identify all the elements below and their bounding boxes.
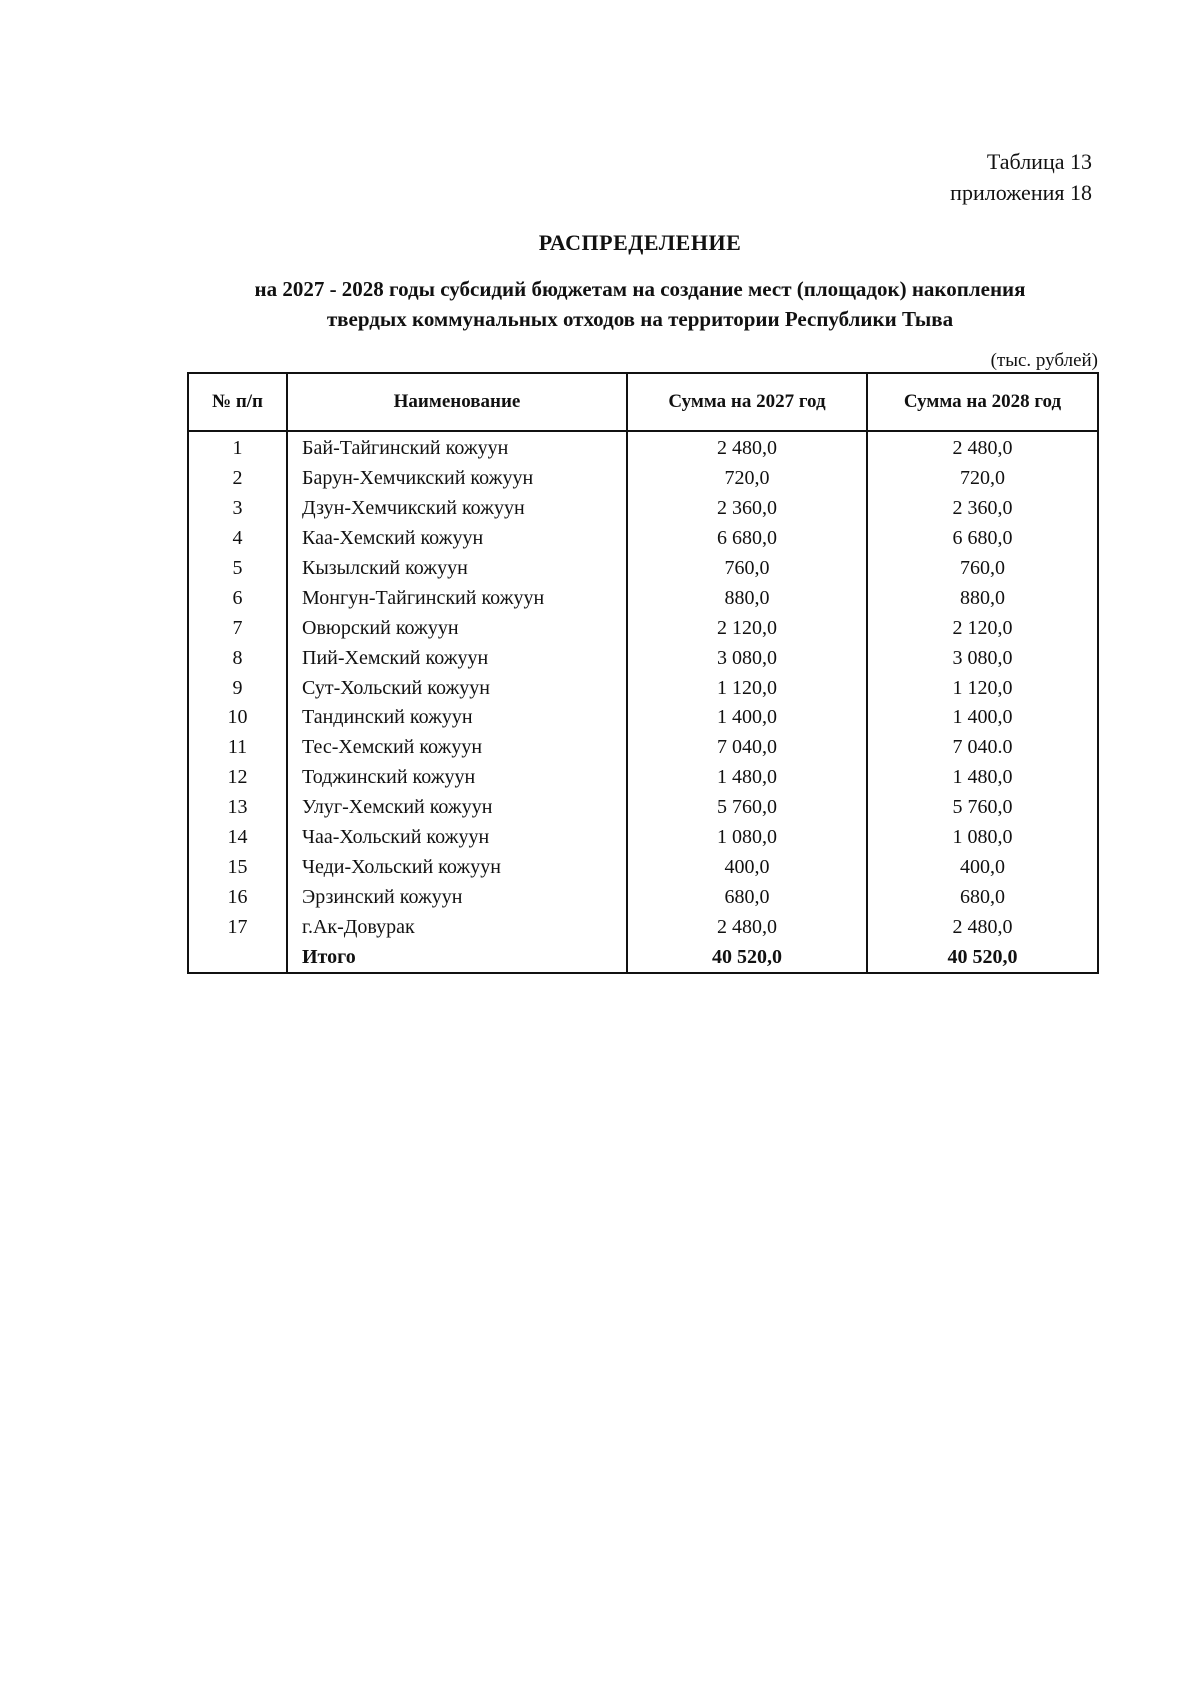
- table-number: Таблица 13: [986, 149, 1092, 174]
- table-row: [188, 733, 1098, 763]
- table-row: [188, 912, 1098, 942]
- column-header-name: Наименование: [287, 373, 627, 431]
- row-amount-2027-cell: 1 120,0: [627, 673, 867, 703]
- row-name-cell: Улуг-Хемский кожуун: [287, 793, 627, 823]
- row-amount-2027-cell: 2 360,0: [627, 494, 867, 524]
- row-amount-2027-cell: 760,0: [627, 554, 867, 584]
- column-header-2028: Сумма на 2028 год: [867, 373, 1098, 431]
- row-amount-2027-cell: 680,0: [627, 882, 867, 912]
- table-row: [188, 823, 1098, 853]
- subtitle-line-1: на 2027 - 2028 годы субсидий бюджетам на создание мест (площадок) накопления: [254, 277, 1026, 301]
- row-name-cell: Дзун-Хемчикский кожуун: [287, 494, 627, 524]
- row-amount-2028-cell: 1 400,0: [867, 703, 1098, 733]
- row-name-cell: Барун-Хемчикский кожуун: [287, 464, 627, 494]
- row-amount-2027-cell: 6 680,0: [627, 524, 867, 554]
- row-amount-2028-cell: 3 080,0: [867, 643, 1098, 673]
- row-number-cell: 13: [188, 793, 287, 823]
- row-amount-2027-cell: 2 480,0: [627, 431, 867, 464]
- document-subtitle: [180, 274, 1100, 334]
- table-row: [188, 793, 1098, 823]
- table-row: [188, 464, 1098, 494]
- table-row: [188, 494, 1098, 524]
- row-name-cell: Кызылский кожуун: [287, 554, 627, 584]
- row-amount-2028-cell: 6 680,0: [867, 524, 1098, 554]
- row-number-cell: 5: [188, 554, 287, 584]
- row-amount-2027-cell: 1 480,0: [627, 763, 867, 793]
- row-number-cell: 2: [188, 464, 287, 494]
- row-name-cell: Тоджинский кожуун: [287, 763, 627, 793]
- row-amount-2028-cell: 680,0: [867, 882, 1098, 912]
- row-amount-2028-cell: 760,0: [867, 554, 1098, 584]
- row-name-cell: Монгун-Тайгинский кожуун: [287, 583, 627, 613]
- table-row: [188, 583, 1098, 613]
- row-amount-2028-cell: 2 480,0: [867, 912, 1098, 942]
- table-header-row: [188, 373, 1098, 431]
- row-name-cell: Каа-Хемский кожуун: [287, 524, 627, 554]
- row-number-cell: 14: [188, 823, 287, 853]
- row-name-cell: Тандинский кожуун: [287, 703, 627, 733]
- row-amount-2027-cell: 720,0: [627, 464, 867, 494]
- row-number-cell: 12: [188, 763, 287, 793]
- row-number-cell: 17: [188, 912, 287, 942]
- row-amount-2028-cell: 720,0: [867, 464, 1098, 494]
- row-amount-2028-cell: 2 360,0: [867, 494, 1098, 524]
- subtitle-line-2: твердых коммунальных отходов на территории Республики Тыва: [326, 307, 954, 331]
- table-row: [188, 852, 1098, 882]
- row-number-cell: 7: [188, 613, 287, 643]
- row-name-cell: Эрзинский кожуун: [287, 882, 627, 912]
- table-total-row: [188, 942, 1098, 973]
- row-name-cell: Чаа-Хольский кожуун: [287, 823, 627, 853]
- row-number-cell: 10: [188, 703, 287, 733]
- row-name-cell: Чеди-Хольский кожуун: [287, 852, 627, 882]
- appendix-number: приложения 18: [950, 180, 1092, 205]
- table-row: [188, 763, 1098, 793]
- table-row: [188, 554, 1098, 584]
- row-amount-2027-cell: 400,0: [627, 852, 867, 882]
- column-header-number: № п/п: [188, 373, 287, 431]
- row-amount-2028-cell: 2 480,0: [867, 431, 1098, 464]
- table-row: [188, 703, 1098, 733]
- table-row: [188, 673, 1098, 703]
- row-number-cell: 3: [188, 494, 287, 524]
- row-amount-2028-cell: 7 040.0: [867, 733, 1098, 763]
- row-number-cell: 16: [188, 882, 287, 912]
- row-number-cell: 11: [188, 733, 287, 763]
- row-amount-2028-cell: 1 480,0: [867, 763, 1098, 793]
- row-amount-2028-cell: 1 080,0: [867, 823, 1098, 853]
- row-amount-2027-cell: 880,0: [627, 583, 867, 613]
- table-row: [188, 524, 1098, 554]
- row-name-cell: Овюрский кожуун: [287, 613, 627, 643]
- row-amount-2028-cell: 2 120,0: [867, 613, 1098, 643]
- table-body: [188, 431, 1098, 973]
- row-amount-2028-cell: 1 120,0: [867, 673, 1098, 703]
- row-amount-2028-cell: 5 760,0: [867, 793, 1098, 823]
- row-number-cell: 15: [188, 852, 287, 882]
- row-name-cell: Тес-Хемский кожуун: [287, 733, 627, 763]
- row-number-cell: 6: [188, 583, 287, 613]
- row-amount-2027-cell: 5 760,0: [627, 793, 867, 823]
- table-row: [188, 613, 1098, 643]
- row-amount-2028-cell: 400,0: [867, 852, 1098, 882]
- total-amount-2028-cell: 40 520,0: [867, 942, 1098, 973]
- row-number-cell: 9: [188, 673, 287, 703]
- row-amount-2027-cell: 1 400,0: [627, 703, 867, 733]
- row-amount-2028-cell: 880,0: [867, 583, 1098, 613]
- row-amount-2027-cell: 7 040,0: [627, 733, 867, 763]
- table-row: [188, 431, 1098, 464]
- column-header-2027: Сумма на 2027 год: [627, 373, 867, 431]
- total-label-cell: Итого: [287, 942, 627, 973]
- row-amount-2027-cell: 3 080,0: [627, 643, 867, 673]
- row-amount-2027-cell: 2 120,0: [627, 613, 867, 643]
- total-number-cell: [188, 942, 287, 973]
- table-reference: [950, 146, 1092, 208]
- row-name-cell: Бай-Тайгинский кожуун: [287, 431, 627, 464]
- row-number-cell: 4: [188, 524, 287, 554]
- row-name-cell: Пий-Хемский кожуун: [287, 643, 627, 673]
- units-note: (тыс. рублей): [990, 350, 1098, 371]
- table-row: [188, 882, 1098, 912]
- document-title: РАСПРЕДЕЛЕНИЕ: [538, 230, 742, 255]
- row-number-cell: 8: [188, 643, 287, 673]
- distribution-table: [187, 372, 1099, 974]
- row-amount-2027-cell: 1 080,0: [627, 823, 867, 853]
- row-amount-2027-cell: 2 480,0: [627, 912, 867, 942]
- total-amount-2027-cell: 40 520,0: [627, 942, 867, 973]
- row-name-cell: г.Ак-Довурак: [287, 912, 627, 942]
- table-row: [188, 643, 1098, 673]
- row-name-cell: Сут-Хольский кожуун: [287, 673, 627, 703]
- row-number-cell: 1: [188, 431, 287, 464]
